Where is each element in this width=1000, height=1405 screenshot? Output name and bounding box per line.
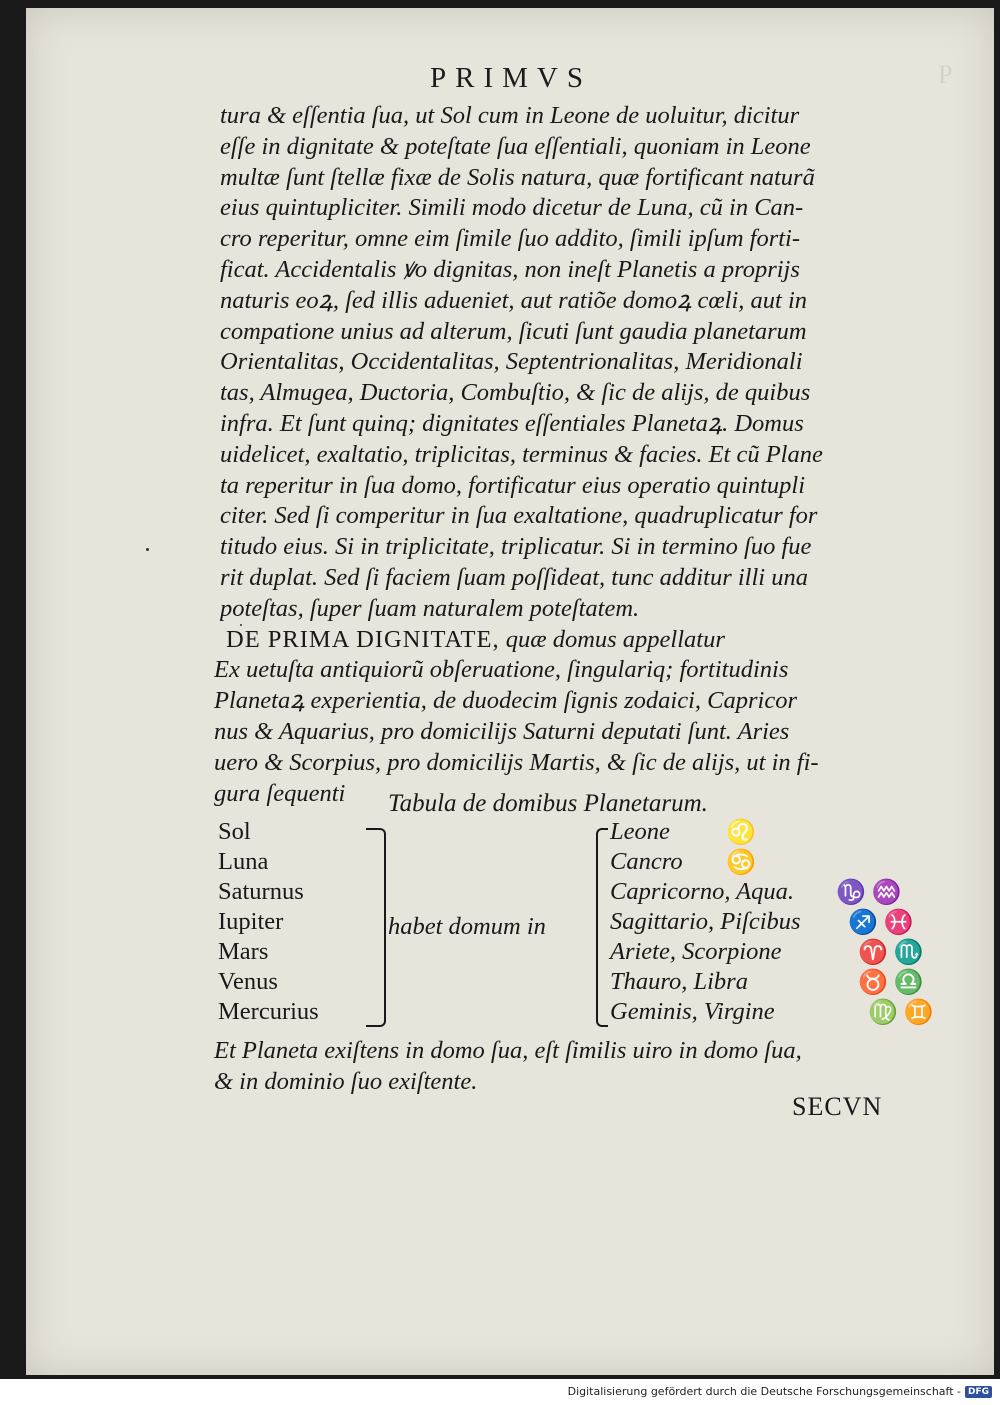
text-line: & in dominio ſuo exiſtente. (214, 1067, 478, 1095)
sign-entry: Thauro, Libra (610, 968, 748, 995)
section-heading (220, 625, 920, 656)
zodiac-symbol-icon: ♌ (726, 820, 756, 846)
text-line: infra. Et ſunt quinq; dignitates eſſentiales Planetaꝝ. Domus (220, 409, 804, 437)
sign-entry: Capricorno, Aqua. (610, 878, 794, 905)
planet-name: Luna (218, 848, 269, 875)
text-line: ta reperitur in ſua domo, fortificatur eius operatio quintupli (220, 471, 806, 499)
zodiac-symbol-icon: ♑ ♒ (836, 880, 902, 906)
sign-entry: Ariete, Scorpione (610, 938, 782, 965)
planet-name: Mars (218, 938, 269, 965)
text-line: nus & Aquarius, pro domicilijs Saturni deputati ſunt. Aries (214, 717, 790, 745)
text-line: multæ ſunt ſtellæ fixæ de Solis natura, quæ fortificant naturã (220, 163, 815, 191)
text-line: uero & Scorpius, pro domicilijs Martis, & ſic de alijs, ut in fi- (214, 748, 819, 776)
text-line: tura & eſſentia ſua, ut Sol cum in Leone de uoluitur, dicitur (220, 102, 800, 129)
zodiac-symbol-icon: ♉ ♎ (858, 970, 924, 996)
section-heading-rest: quæ domus appellatur (499, 625, 725, 653)
planet-name: Venus (218, 968, 278, 995)
text-line: citer. Sed ſi comperitur in ſua exaltatione, quadruplicatur for (220, 502, 818, 530)
text-line: eius quintupliciter. Simili modo dicetur de Luna, cũ in Can- (220, 194, 804, 222)
zodiac-symbol-icon: ♋ (726, 850, 756, 876)
planet-name: Mercurius (218, 998, 319, 1025)
sign-entry: Cancro (610, 848, 683, 875)
planet-name: Iupiter (218, 908, 284, 935)
text-line: Et Planeta exiſtens in domo ſua, eſt ſimilis uiro in domo ſua, (214, 1037, 802, 1064)
text-line: ficat. Accidentalis ꝟo dignitas, non ineſt Planetis a proprijs (220, 255, 800, 283)
text-line: Orientalitas, Occidentalitas, Septentrionalitas, Meridionali (220, 348, 803, 376)
planet-name: Sol (218, 818, 251, 845)
habet-domum-label: habet domum in (388, 913, 546, 940)
planet-houses-table (218, 818, 934, 1033)
text-line: poteſtas, ſuper ſuam naturalem poteſtatem. (220, 594, 640, 622)
catchword: SECVN (792, 1092, 883, 1121)
text-line: naturis eoꝝ, ſed illis adueniet, aut ratiõe domoꝝ cœli, aut in (220, 286, 808, 314)
text-line: tas, Almugea, Ductoria, Combuſtio, & ſic de alijs, de quibus (220, 379, 811, 407)
right-bracket (596, 828, 608, 1027)
text-line: uidelicet, exaltatio, triplicitas, terminus & facies. Et cũ Plane (220, 440, 823, 468)
credit-text: Digitalisierung gefördert durch die Deutsche Forschungsgemeinschaft - (567, 1385, 961, 1398)
ink-speck (146, 548, 149, 551)
ink-speck (240, 624, 242, 626)
sign-entry: Sagittario, Piſcibus (610, 908, 801, 935)
text-line: gura ſequenti (214, 779, 346, 807)
sign-entry: Geminis, Virgine (610, 998, 775, 1025)
text-line: Planetaꝝ experientia, de duodecim ſignis zodaici, Capricor (214, 687, 798, 715)
body-text (214, 101, 920, 809)
digitization-credit (564, 1383, 992, 1400)
planet-name: Saturnus (218, 878, 304, 905)
table-title: Tabula de domibus Planetarum. (388, 790, 708, 817)
zodiac-symbol-icon: ♈ ♏ (858, 940, 924, 966)
sign-entry: Leone (610, 818, 670, 845)
text-line: Ex uetuſta antiquiorũ obſeruatione, ſingulariq; fortitudinis (214, 656, 789, 684)
text-line: eſſe in dignitate & poteſtate ſua eſſentiali, quoniam in Leone (220, 132, 811, 160)
running-title: PRIMVS (430, 62, 592, 94)
section-heading-caps: DE PRIMA DIGNITATE, (226, 625, 500, 653)
left-bracket (366, 828, 386, 1027)
text-line: titudo eius. Si in triplicitate, triplicatur. Si in termino ſuo fue (220, 533, 812, 561)
text-line: cro reperitur, omne eim ſimile ſuo addito, ſimili ipſum forti- (220, 225, 801, 253)
text-line: rit duplat. Sed ſi faciem ſuam poſſideat, tunc additur illi una (220, 563, 808, 591)
zodiac-symbol-icon: ♐ ♓ (848, 910, 914, 936)
closing-text (214, 1036, 924, 1097)
zodiac-symbol-icon: ♍ ♊ (868, 1000, 934, 1026)
bleed-through-text: P (938, 60, 957, 89)
text-line: compatione unius ad alterum, ſicuti ſunt gaudia planetarum (220, 317, 807, 345)
dfg-logo: DFG (965, 1386, 992, 1398)
